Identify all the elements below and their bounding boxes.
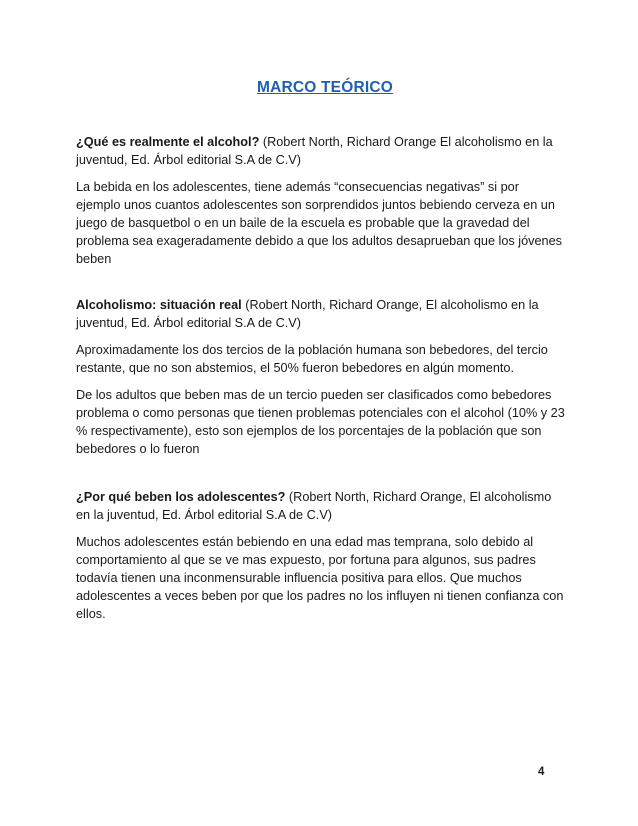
section-citation: (Robert North, Richard Orange El alcoholismo en la juventud, Ed. Árbol editorial S.A de C.V) — [76, 135, 553, 167]
section-por-que-beben — [76, 488, 566, 632]
section-citation: (Robert North, Richard Orange, El alcoholismo en la juventud, Ed. Árbol editorial S.A de C.V) — [76, 490, 552, 522]
section-heading-line — [76, 296, 566, 332]
paragraph: Muchos adolescentes están bebiendo en una edad mas temprana, solo debido al comportamiento al que se ve mas expuesto, por fortuna para algunos, sus padres todavía tienen una inconmensurable influencia positiva para ellos. Que muchos adolescentes a veces beben por que los padres no los influyen ni tienen confianza con ellos. — [76, 535, 564, 621]
page-number: 4 — [538, 766, 545, 778]
paragraph: De los adultos que beben mas de un tercio pueden ser clasificados como bebedores problema o como personas que tienen problemas potenciales con el alcohol (10% y 23 % respectivamente), esto son ejemplos de los porcentajes de la población que son bebedores o lo fueron — [76, 388, 565, 456]
section-heading: ¿Qué es realmente el alcohol? — [76, 135, 260, 149]
section-heading-line — [76, 488, 566, 524]
page-title-text: MARCO TEÓRICO — [256, 79, 394, 96]
section-situacion-real — [76, 296, 566, 467]
paragraph: Aproximadamente los dos tercios de la población humana son bebedores, del tercio restante, que no son abstemios, el 50% fueron bebedores en algún momento. — [76, 343, 548, 375]
paragraph: La bebida en los adolescentes, tiene además “consecuencias negativas” si por ejemplo unos cuantos adolescentes son sorprendidos juntos bebiendo cerveza en un juego de basquetbol o en un baile de la escuela es probable que la gravedad del problema sea exageradamente debido a que los adultos desaprueban que los jóvenes beben — [76, 180, 562, 266]
section-citation: (Robert North, Richard Orange, El alcoholismo en la juventud, Ed. Árbol editorial S.A de C.V) — [76, 298, 539, 330]
section-heading-line — [76, 133, 566, 169]
section-heading: ¿Por qué beben los adolescentes? — [76, 490, 286, 504]
section-que-es-alcohol — [76, 133, 566, 277]
section-heading: Alcoholismo: situación real — [76, 298, 242, 312]
page-title — [0, 79, 638, 97]
